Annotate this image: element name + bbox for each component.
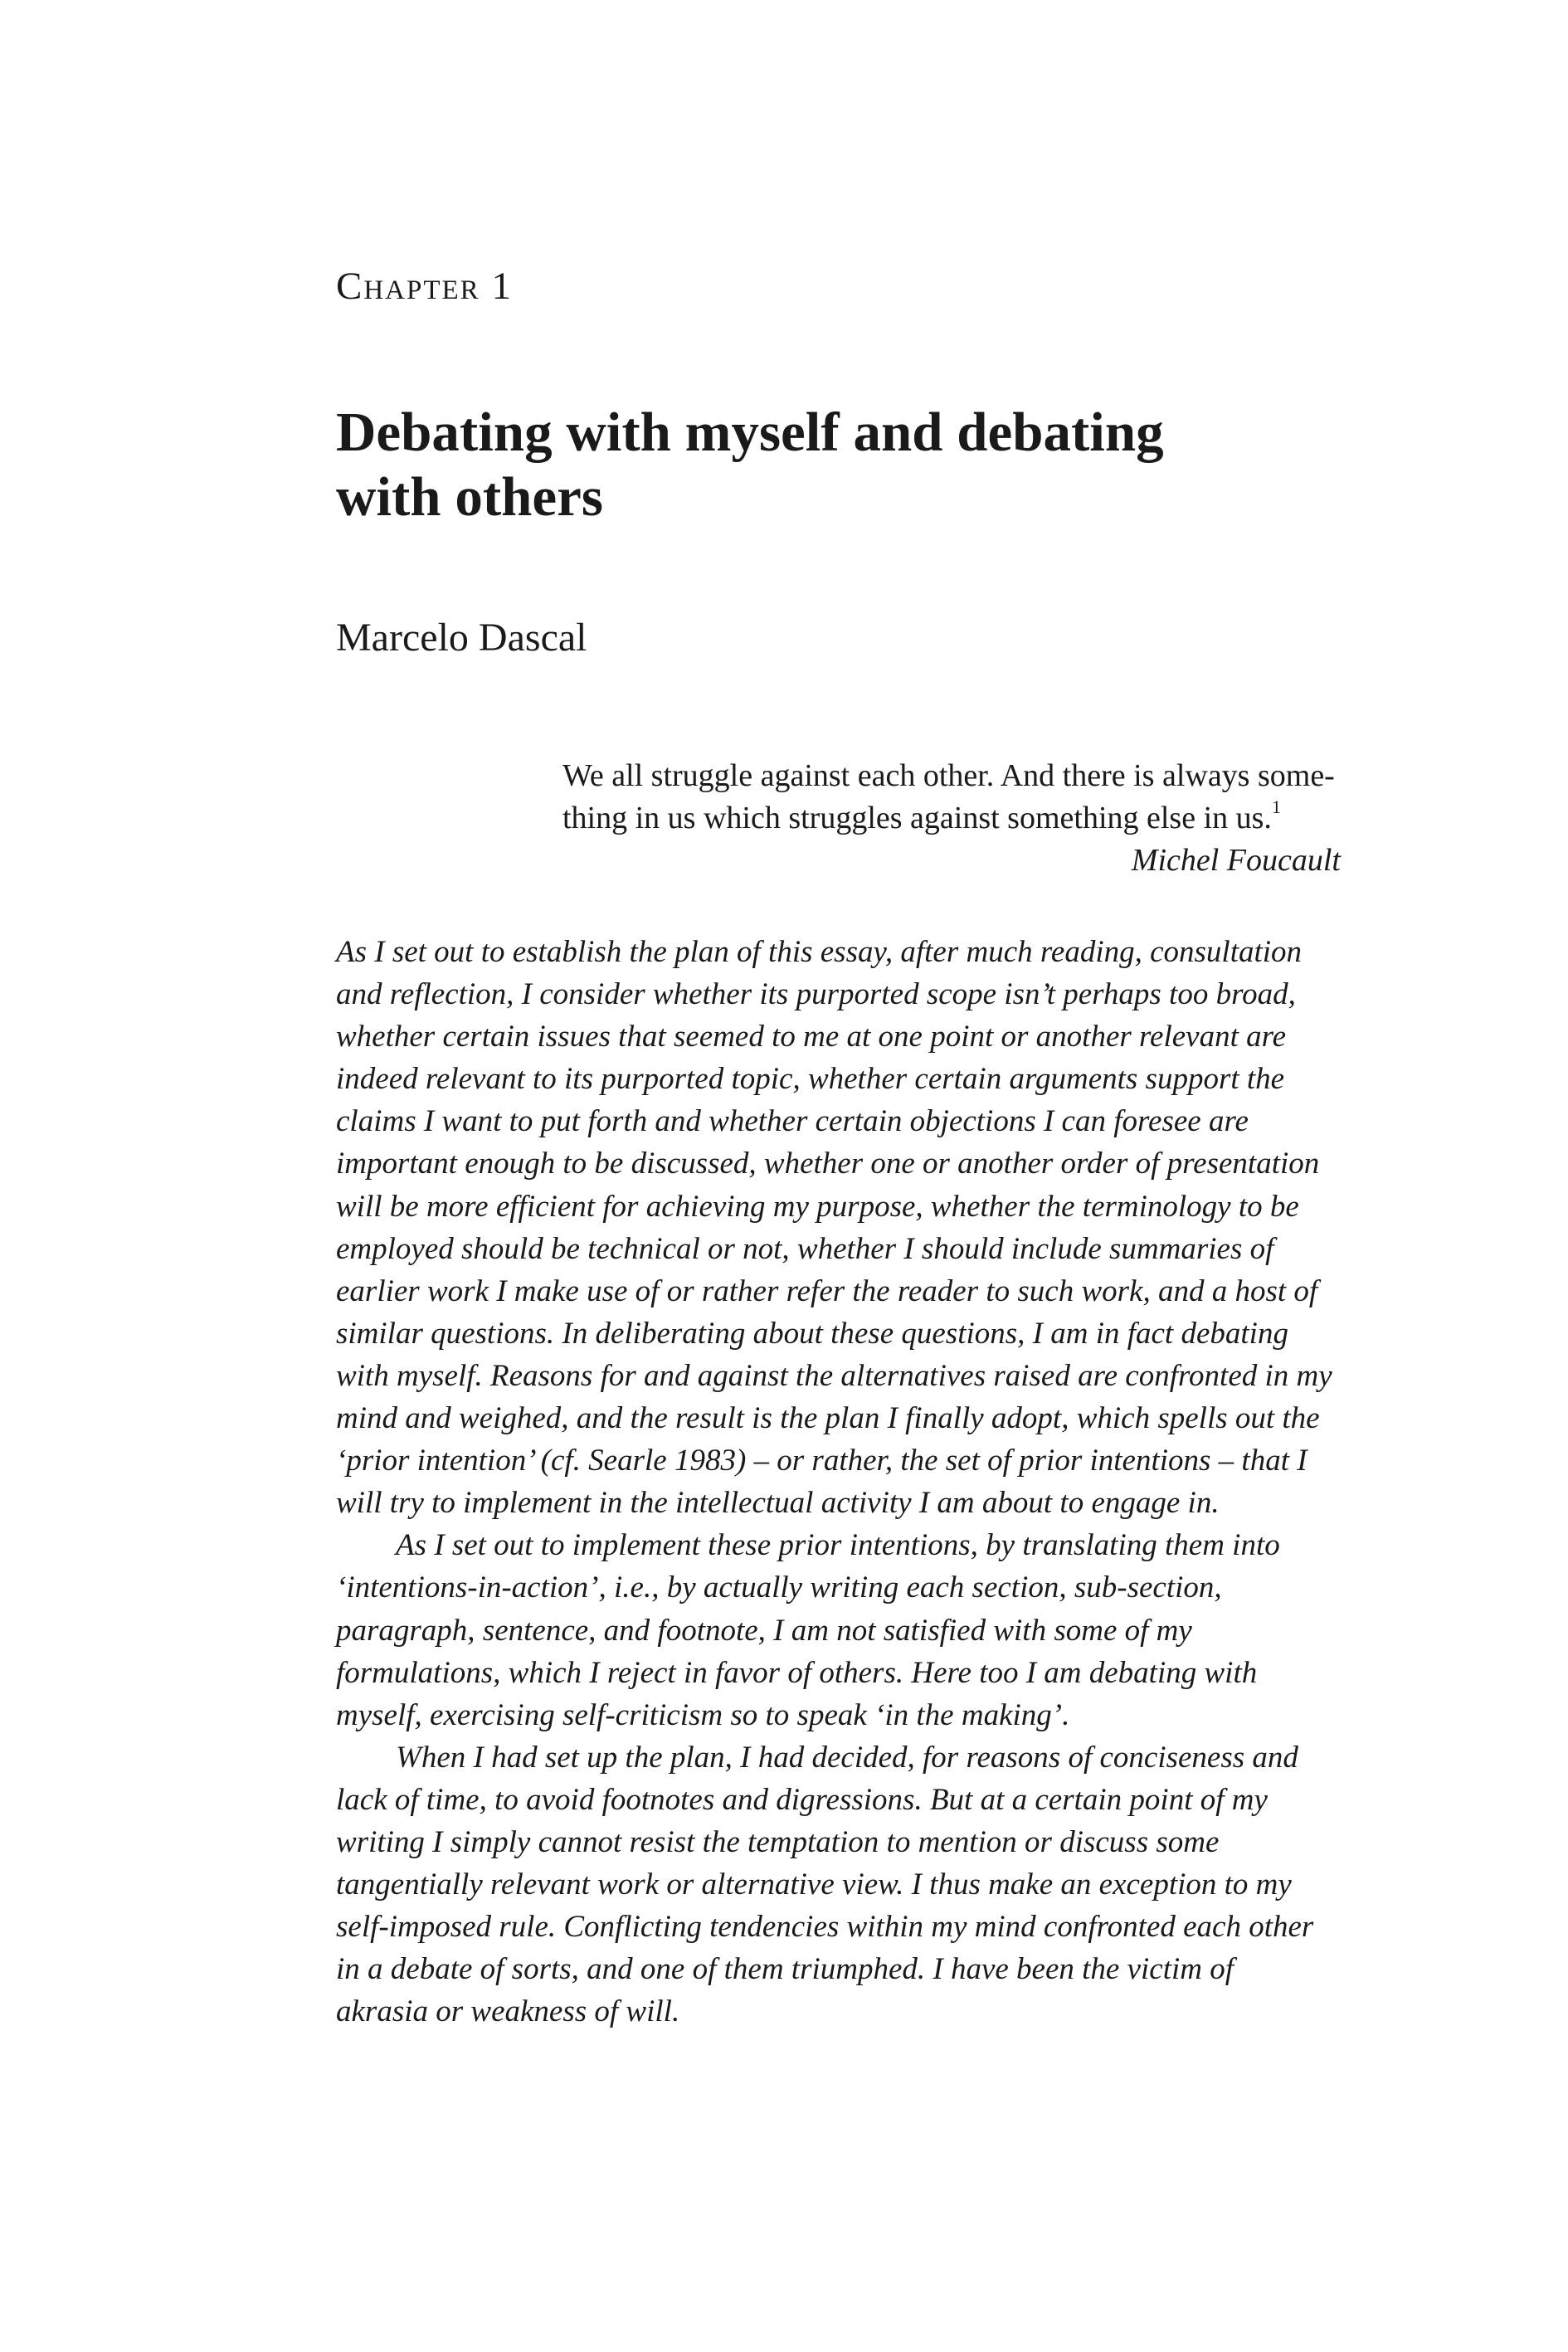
text-line: indeed relevant to its purported topic, whether certain arguments support the bbox=[336, 1062, 1285, 1097]
chapter-title-line: with others bbox=[336, 466, 603, 528]
text-line: ‘intentions-in-action’, i.e., by actually writing each section, sub-section, bbox=[336, 1570, 1222, 1605]
epigraph bbox=[562, 755, 1341, 882]
text-line: will be more efficient for achieving my purpose, whether the terminology to be bbox=[336, 1189, 1299, 1224]
paragraph bbox=[336, 931, 1356, 1524]
paragraph bbox=[336, 1736, 1356, 2033]
epigraph-line-text: thing in us which struggles against something else in us. bbox=[562, 801, 1272, 835]
text-line: similar questions. In deliberating about these questions, I am in fact debating bbox=[336, 1316, 1288, 1351]
text-line: important enough to be discussed, whether one or another order of presentation bbox=[336, 1147, 1320, 1181]
text-line: claims I want to put forth and whether certain objections I can foresee are bbox=[336, 1104, 1249, 1139]
text-line: and reflection, I consider whether its purported scope isn’t perhaps too broad, bbox=[336, 977, 1296, 1012]
text-line: writing I simply cannot resist the temptation to mention or discuss some bbox=[336, 1824, 1220, 1859]
text-line: in a debate of sorts, and one of them triumphed. I have been the victim of bbox=[336, 1952, 1234, 1987]
text-line: lack of time, to avoid footnotes and digressions. But at a certain point of my bbox=[336, 1782, 1268, 1817]
chapter-label: Chapter 1 bbox=[336, 265, 513, 308]
text-line: ‘prior intention’ (cf. Searle 1983) – or rather, the set of prior intentions – that I bbox=[336, 1444, 1307, 1478]
paragraph bbox=[336, 1524, 1356, 1736]
text-line: mind and weighed, and the result is the plan I finally adopt, which spells out the bbox=[336, 1401, 1320, 1436]
text-line: earlier work I make use of or rather refer the reader to such work, and a host of bbox=[336, 1273, 1318, 1308]
text-line: will try to implement in the intellectual activity I am about to engage in. bbox=[336, 1486, 1220, 1521]
text-line: self-imposed rule. Conflicting tendencies within my mind confronted each other bbox=[336, 1910, 1314, 1945]
text-line: As I set out to establish the plan of this essay, after much reading, consultation bbox=[336, 935, 1303, 969]
text-line: myself, exercising self-criticism so to speak ‘in the making’. bbox=[336, 1697, 1070, 1732]
text-line: whether certain issues that seemed to me at one point or another relevant are bbox=[336, 1020, 1287, 1054]
epigraph-line bbox=[562, 797, 1341, 840]
epigraph-line: We all struggle against each other. And there is always some- bbox=[562, 758, 1335, 793]
text-line: paragraph, sentence, and footnote, I am not satisfied with some of my bbox=[336, 1613, 1192, 1648]
author-name: Marcelo Dascal bbox=[336, 616, 587, 660]
epigraph-attribution: Michel Foucault bbox=[1131, 843, 1341, 878]
chapter-title bbox=[336, 400, 1249, 529]
text-line: formulations, which I reject in favor of others. Here too I am debating with bbox=[336, 1655, 1258, 1690]
chapter-title-line: Debating with myself and debating bbox=[336, 402, 1164, 463]
text-line: akrasia or weakness of will. bbox=[336, 1994, 680, 2029]
text-line: When I had set up the plan, I had decided, for reasons of conciseness and bbox=[396, 1740, 1298, 1775]
text-line: tangentially relevant work or alternative view. I thus make an exception to my bbox=[336, 1867, 1292, 1902]
text-line: with myself. Reasons for and against the alternatives raised are confronted in my bbox=[336, 1358, 1332, 1393]
body-text bbox=[336, 931, 1356, 2033]
text-line: employed should be technical or not, whether I should include summaries of bbox=[336, 1231, 1274, 1266]
footnote-marker: 1 bbox=[1271, 796, 1281, 817]
text-line: As I set out to implement these prior intentions, by translating them into bbox=[396, 1528, 1280, 1563]
